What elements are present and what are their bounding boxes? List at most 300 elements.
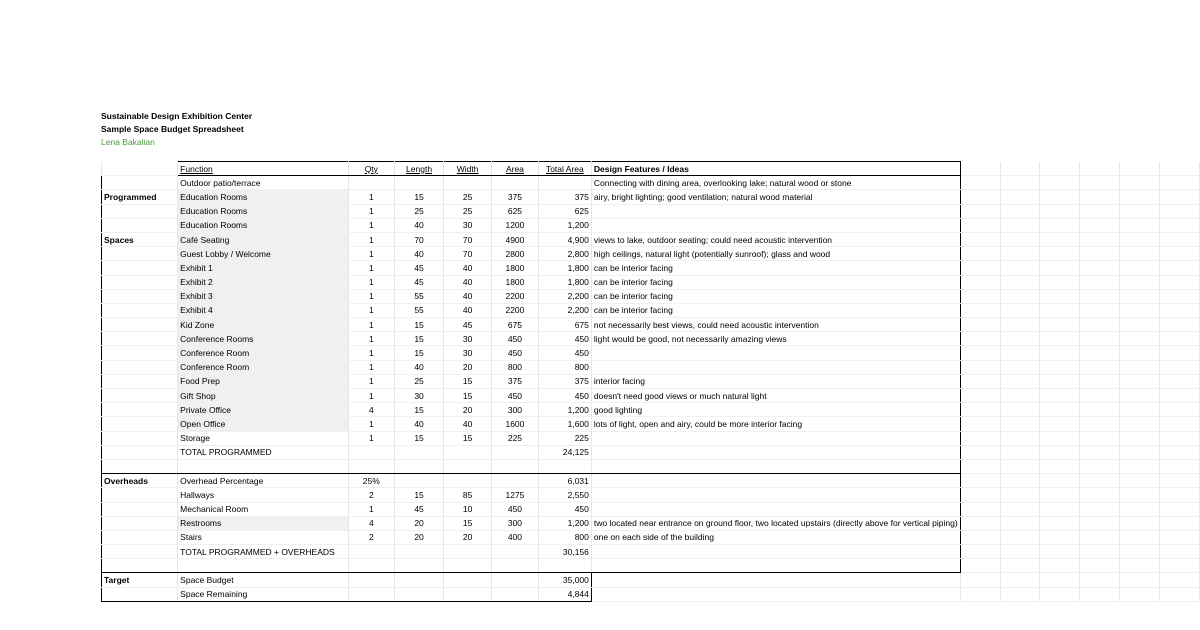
empty-cell[interactable] (960, 275, 1000, 289)
total-area-cell[interactable]: 2,200 (538, 303, 591, 317)
section-label-cell[interactable] (102, 332, 178, 346)
empty-cell[interactable] (960, 261, 1000, 275)
length-cell[interactable]: 55 (394, 303, 443, 317)
qty-cell[interactable]: 1 (348, 190, 394, 204)
width-cell[interactable]: 15 (444, 374, 492, 388)
empty-cell[interactable] (1000, 204, 1040, 218)
empty-cell[interactable] (1000, 346, 1040, 360)
section-label-cell[interactable] (102, 417, 178, 431)
function-cell[interactable]: Open Office (178, 417, 349, 431)
width-cell[interactable] (444, 445, 492, 459)
empty-cell[interactable] (1080, 530, 1120, 544)
empty-cell[interactable] (1120, 488, 1160, 502)
empty-cell[interactable] (1160, 204, 1200, 218)
empty-cell[interactable] (960, 516, 1000, 530)
empty-cell[interactable] (1080, 190, 1120, 204)
empty-cell[interactable] (492, 573, 539, 587)
empty-cell[interactable] (444, 459, 492, 473)
function-cell[interactable]: Private Office (178, 403, 349, 417)
total-area-cell[interactable]: 675 (538, 318, 591, 332)
width-cell[interactable]: 15 (444, 516, 492, 530)
qty-cell[interactable]: 1 (348, 417, 394, 431)
section-label-cell[interactable] (102, 431, 178, 445)
empty-cell[interactable] (1160, 403, 1200, 417)
empty-cell[interactable] (960, 204, 1000, 218)
empty-cell[interactable] (1000, 530, 1040, 544)
length-cell[interactable]: 25 (394, 374, 443, 388)
empty-cell[interactable] (394, 459, 443, 473)
qty-cell[interactable]: 1 (348, 332, 394, 346)
empty-cell[interactable] (348, 587, 394, 601)
area-cell[interactable]: 1800 (492, 275, 539, 289)
area-cell[interactable]: 450 (492, 389, 539, 403)
empty-cell[interactable] (1040, 162, 1080, 176)
empty-cell[interactable] (960, 417, 1000, 431)
section-label-cell[interactable] (102, 204, 178, 218)
design-notes-cell[interactable] (591, 474, 960, 488)
empty-cell[interactable] (1160, 303, 1200, 317)
function-cell[interactable]: Education Rooms (178, 204, 349, 218)
empty-cell[interactable] (960, 218, 1000, 232)
function-cell[interactable]: Overhead Percentage (178, 474, 349, 488)
design-notes-cell[interactable] (591, 204, 960, 218)
qty-cell[interactable] (348, 176, 394, 190)
function-cell[interactable]: Conference Room (178, 360, 349, 374)
total-area-cell[interactable]: 4,900 (538, 232, 591, 246)
empty-cell[interactable] (1080, 389, 1120, 403)
qty-cell[interactable] (348, 445, 394, 459)
empty-cell[interactable] (960, 360, 1000, 374)
design-notes-cell[interactable]: not necessarily best views, could need acoustic intervention (591, 318, 960, 332)
empty-cell[interactable] (1040, 459, 1080, 473)
empty-cell[interactable] (960, 176, 1000, 190)
section-label-cell[interactable] (102, 261, 178, 275)
design-notes-cell[interactable]: airy, bright lighting; good ventilation; natural wood material (591, 190, 960, 204)
empty-cell[interactable] (1000, 303, 1040, 317)
length-cell[interactable] (394, 474, 443, 488)
length-cell[interactable]: 45 (394, 275, 443, 289)
empty-cell[interactable] (1120, 502, 1160, 516)
empty-cell[interactable] (1160, 346, 1200, 360)
total-area-cell[interactable]: 800 (538, 530, 591, 544)
empty-cell[interactable] (1120, 445, 1160, 459)
empty-cell[interactable] (1160, 474, 1200, 488)
empty-cell[interactable] (960, 530, 1000, 544)
empty-cell[interactable] (1040, 417, 1080, 431)
col-length[interactable]: Length (394, 162, 443, 176)
qty-cell[interactable] (348, 545, 394, 559)
empty-cell[interactable] (1160, 445, 1200, 459)
area-cell[interactable]: 375 (492, 190, 539, 204)
empty-cell[interactable] (1080, 275, 1120, 289)
empty-cell[interactable] (960, 289, 1000, 303)
function-cell[interactable]: Kid Zone (178, 318, 349, 332)
empty-cell[interactable] (1160, 275, 1200, 289)
section-label-cell[interactable] (102, 275, 178, 289)
length-cell[interactable] (394, 176, 443, 190)
empty-cell[interactable] (1040, 318, 1080, 332)
empty-cell[interactable] (1040, 190, 1080, 204)
empty-cell[interactable] (1040, 176, 1080, 190)
col-function[interactable]: Function (178, 162, 349, 176)
area-cell[interactable]: 300 (492, 516, 539, 530)
area-cell[interactable]: 2200 (492, 289, 539, 303)
section-label-cell[interactable] (102, 303, 178, 317)
empty-cell[interactable] (348, 559, 394, 573)
empty-cell[interactable] (1040, 530, 1080, 544)
empty-cell[interactable] (1160, 417, 1200, 431)
qty-cell[interactable]: 1 (348, 431, 394, 445)
empty-cell[interactable] (960, 247, 1000, 261)
empty-cell[interactable] (1160, 289, 1200, 303)
width-cell[interactable]: 85 (444, 488, 492, 502)
empty-cell[interactable] (1000, 162, 1040, 176)
width-cell[interactable] (444, 545, 492, 559)
empty-cell[interactable] (1120, 176, 1160, 190)
empty-cell[interactable] (960, 374, 1000, 388)
empty-cell[interactable] (1160, 459, 1200, 473)
length-cell[interactable]: 40 (394, 218, 443, 232)
width-cell[interactable]: 25 (444, 204, 492, 218)
section-label-cell[interactable] (102, 162, 178, 176)
empty-cell[interactable] (960, 389, 1000, 403)
length-cell[interactable]: 15 (394, 318, 443, 332)
function-cell[interactable]: Storage (178, 431, 349, 445)
empty-cell[interactable] (960, 488, 1000, 502)
empty-cell[interactable] (1160, 261, 1200, 275)
empty-cell[interactable] (1040, 431, 1080, 445)
empty-cell[interactable] (1040, 502, 1080, 516)
area-cell[interactable] (492, 545, 539, 559)
total-area-cell[interactable]: 2,200 (538, 289, 591, 303)
empty-cell[interactable] (960, 162, 1000, 176)
empty-cell[interactable] (960, 587, 1000, 601)
empty-cell[interactable] (1000, 573, 1040, 587)
area-cell[interactable]: 1200 (492, 218, 539, 232)
empty-cell[interactable] (1000, 445, 1040, 459)
width-cell[interactable]: 40 (444, 289, 492, 303)
total-area-cell[interactable]: 450 (538, 346, 591, 360)
area-cell[interactable] (492, 176, 539, 190)
section-label-cell[interactable] (102, 530, 178, 544)
width-cell[interactable]: 70 (444, 247, 492, 261)
empty-cell[interactable] (178, 459, 349, 473)
empty-cell[interactable] (1040, 559, 1080, 573)
area-cell[interactable]: 625 (492, 204, 539, 218)
function-cell[interactable]: Education Rooms (178, 218, 349, 232)
section-label-cell[interactable] (102, 502, 178, 516)
width-cell[interactable]: 30 (444, 332, 492, 346)
section-label-cell[interactable] (102, 488, 178, 502)
empty-cell[interactable] (1160, 190, 1200, 204)
function-cell[interactable]: TOTAL PROGRAMMED + OVERHEADS (178, 545, 349, 559)
empty-cell[interactable] (444, 573, 492, 587)
empty-cell[interactable] (348, 459, 394, 473)
total-area-cell[interactable]: 450 (538, 389, 591, 403)
empty-cell[interactable] (1120, 204, 1160, 218)
empty-cell[interactable] (960, 573, 1000, 587)
total-area-cell[interactable]: 2,800 (538, 247, 591, 261)
empty-cell[interactable] (960, 318, 1000, 332)
function-cell[interactable]: Hallways (178, 488, 349, 502)
area-cell[interactable]: 4900 (492, 232, 539, 246)
total-area-cell[interactable] (538, 176, 591, 190)
qty-cell[interactable]: 2 (348, 488, 394, 502)
design-notes-cell[interactable]: lots of light, open and airy, could be more interior facing (591, 417, 960, 431)
area-cell[interactable]: 450 (492, 332, 539, 346)
empty-cell[interactable] (960, 445, 1000, 459)
design-notes-cell[interactable]: good lighting (591, 403, 960, 417)
design-notes-cell[interactable] (591, 360, 960, 374)
empty-cell[interactable] (492, 459, 539, 473)
length-cell[interactable]: 15 (394, 332, 443, 346)
empty-cell[interactable] (1000, 232, 1040, 246)
empty-cell[interactable] (1160, 332, 1200, 346)
empty-cell[interactable] (1160, 502, 1200, 516)
total-area-cell[interactable]: 800 (538, 360, 591, 374)
empty-cell[interactable] (960, 332, 1000, 346)
empty-cell[interactable] (492, 559, 539, 573)
qty-cell[interactable]: 25% (348, 474, 394, 488)
length-cell[interactable]: 15 (394, 488, 443, 502)
width-cell[interactable]: 20 (444, 403, 492, 417)
empty-cell[interactable] (1080, 374, 1120, 388)
total-area-cell[interactable]: 30,156 (538, 545, 591, 559)
length-cell[interactable]: 45 (394, 261, 443, 275)
total-area-cell[interactable]: 375 (538, 374, 591, 388)
design-notes-cell[interactable] (591, 502, 960, 516)
length-cell[interactable]: 15 (394, 431, 443, 445)
empty-cell[interactable] (1160, 318, 1200, 332)
empty-cell[interactable] (1120, 559, 1160, 573)
empty-cell[interactable] (1120, 162, 1160, 176)
empty-cell[interactable] (1160, 573, 1200, 587)
design-notes-cell[interactable]: can be interior facing (591, 289, 960, 303)
width-cell[interactable]: 20 (444, 530, 492, 544)
area-cell[interactable] (492, 445, 539, 459)
section-label-cell[interactable] (102, 318, 178, 332)
function-cell[interactable]: Outdoor patio/terrace (178, 176, 349, 190)
design-notes-cell[interactable]: light would be good, not necessarily amazing views (591, 332, 960, 346)
total-area-cell[interactable]: 450 (538, 502, 591, 516)
empty-cell[interactable] (538, 559, 591, 573)
total-area-cell[interactable]: 1,600 (538, 417, 591, 431)
empty-cell[interactable] (1080, 218, 1120, 232)
section-label-cell[interactable] (102, 218, 178, 232)
length-cell[interactable]: 40 (394, 247, 443, 261)
total-area-cell[interactable]: 1,800 (538, 275, 591, 289)
width-cell[interactable] (444, 176, 492, 190)
empty-cell[interactable] (1080, 247, 1120, 261)
total-area-cell[interactable]: 1,200 (538, 403, 591, 417)
empty-cell[interactable] (1000, 459, 1040, 473)
total-area-cell[interactable]: 4,844 (538, 587, 591, 601)
empty-cell[interactable] (1120, 332, 1160, 346)
empty-cell[interactable] (1000, 417, 1040, 431)
design-notes-cell[interactable] (591, 431, 960, 445)
empty-cell[interactable] (1000, 360, 1040, 374)
empty-cell[interactable] (444, 559, 492, 573)
empty-cell[interactable] (1120, 360, 1160, 374)
empty-cell[interactable] (1040, 275, 1080, 289)
empty-cell[interactable] (1120, 318, 1160, 332)
empty-cell[interactable] (1120, 587, 1160, 601)
empty-cell[interactable] (1120, 417, 1160, 431)
empty-cell[interactable] (960, 545, 1000, 559)
empty-cell[interactable] (1160, 247, 1200, 261)
empty-cell[interactable] (1120, 474, 1160, 488)
empty-cell[interactable] (1000, 587, 1040, 601)
empty-cell[interactable] (538, 459, 591, 473)
section-label-cell[interactable] (102, 176, 178, 190)
area-cell[interactable]: 450 (492, 346, 539, 360)
function-cell[interactable]: Guest Lobby / Welcome (178, 247, 349, 261)
area-cell[interactable]: 1275 (492, 488, 539, 502)
col-total-area[interactable]: Total Area (538, 162, 591, 176)
empty-cell[interactable] (1160, 374, 1200, 388)
empty-cell[interactable] (1160, 389, 1200, 403)
empty-cell[interactable] (1080, 346, 1120, 360)
width-cell[interactable]: 70 (444, 232, 492, 246)
width-cell[interactable]: 30 (444, 218, 492, 232)
empty-cell[interactable] (1080, 261, 1120, 275)
col-area[interactable]: Area (492, 162, 539, 176)
empty-cell[interactable] (1160, 530, 1200, 544)
empty-cell[interactable] (1040, 232, 1080, 246)
empty-cell[interactable] (960, 232, 1000, 246)
qty-cell[interactable]: 1 (348, 502, 394, 516)
col-width[interactable]: Width (444, 162, 492, 176)
area-cell[interactable]: 2800 (492, 247, 539, 261)
function-cell[interactable]: Space Budget (178, 573, 349, 587)
empty-cell[interactable] (1120, 190, 1160, 204)
empty-cell[interactable] (1080, 289, 1120, 303)
empty-cell[interactable] (1040, 474, 1080, 488)
empty-cell[interactable] (1040, 247, 1080, 261)
length-cell[interactable]: 15 (394, 190, 443, 204)
empty-cell[interactable] (1080, 573, 1120, 587)
section-label-cell[interactable] (102, 374, 178, 388)
width-cell[interactable]: 20 (444, 360, 492, 374)
empty-cell[interactable] (960, 502, 1000, 516)
area-cell[interactable]: 800 (492, 360, 539, 374)
section-label-cell[interactable] (102, 559, 178, 573)
empty-cell[interactable] (1040, 516, 1080, 530)
design-notes-cell[interactable]: views to lake, outdoor seating; could need acoustic intervention (591, 232, 960, 246)
empty-cell[interactable] (1080, 459, 1120, 473)
empty-cell[interactable] (1040, 303, 1080, 317)
empty-cell[interactable] (1000, 374, 1040, 388)
qty-cell[interactable]: 1 (348, 374, 394, 388)
empty-cell[interactable] (1040, 261, 1080, 275)
empty-cell[interactable] (591, 573, 960, 587)
qty-cell[interactable]: 2 (348, 530, 394, 544)
empty-cell[interactable] (1040, 218, 1080, 232)
empty-cell[interactable] (1120, 232, 1160, 246)
qty-cell[interactable]: 1 (348, 261, 394, 275)
empty-cell[interactable] (1120, 545, 1160, 559)
empty-cell[interactable] (444, 587, 492, 601)
width-cell[interactable]: 15 (444, 389, 492, 403)
length-cell[interactable]: 15 (394, 346, 443, 360)
empty-cell[interactable] (1080, 502, 1120, 516)
total-area-cell[interactable]: 225 (538, 431, 591, 445)
design-notes-cell[interactable]: high ceilings, natural light (potentially sunroof); glass and wood (591, 247, 960, 261)
empty-cell[interactable] (1080, 232, 1120, 246)
section-label-cell[interactable]: Target (102, 573, 178, 587)
empty-cell[interactable] (1080, 303, 1120, 317)
section-label-cell[interactable] (102, 516, 178, 530)
section-label-cell[interactable]: Spaces (102, 232, 178, 246)
empty-cell[interactable] (1080, 431, 1120, 445)
empty-cell[interactable] (1160, 360, 1200, 374)
length-cell[interactable]: 20 (394, 530, 443, 544)
empty-cell[interactable] (1080, 559, 1120, 573)
empty-cell[interactable] (1040, 346, 1080, 360)
empty-cell[interactable] (394, 587, 443, 601)
empty-cell[interactable] (1040, 204, 1080, 218)
col-design-features[interactable]: Design Features / Ideas (591, 162, 960, 176)
empty-cell[interactable] (1000, 332, 1040, 346)
empty-cell[interactable] (1040, 360, 1080, 374)
empty-cell[interactable] (178, 559, 349, 573)
section-label-cell[interactable] (102, 360, 178, 374)
design-notes-cell[interactable]: Connecting with dining area, overlooking lake; natural wood or stone (591, 176, 960, 190)
design-notes-cell[interactable]: two located near entrance on ground floor, two located upstairs (directly above for vertical piping) (591, 516, 960, 530)
empty-cell[interactable] (591, 559, 960, 573)
area-cell[interactable]: 675 (492, 318, 539, 332)
empty-cell[interactable] (1080, 162, 1120, 176)
section-label-cell[interactable] (102, 459, 178, 473)
empty-cell[interactable] (1120, 530, 1160, 544)
design-notes-cell[interactable]: can be interior facing (591, 261, 960, 275)
empty-cell[interactable] (1120, 218, 1160, 232)
empty-cell[interactable] (1120, 261, 1160, 275)
qty-cell[interactable]: 1 (348, 275, 394, 289)
empty-cell[interactable] (1080, 332, 1120, 346)
length-cell[interactable]: 30 (394, 389, 443, 403)
empty-cell[interactable] (1080, 360, 1120, 374)
empty-cell[interactable] (1080, 545, 1120, 559)
empty-cell[interactable] (1000, 218, 1040, 232)
empty-cell[interactable] (1160, 516, 1200, 530)
function-cell[interactable]: Food Prep (178, 374, 349, 388)
section-label-cell[interactable] (102, 403, 178, 417)
total-area-cell[interactable]: 6,031 (538, 474, 591, 488)
width-cell[interactable]: 40 (444, 275, 492, 289)
function-cell[interactable]: Stairs (178, 530, 349, 544)
empty-cell[interactable] (960, 474, 1000, 488)
empty-cell[interactable] (1000, 403, 1040, 417)
empty-cell[interactable] (591, 459, 960, 473)
function-cell[interactable]: Space Remaining (178, 587, 349, 601)
length-cell[interactable]: 70 (394, 232, 443, 246)
empty-cell[interactable] (960, 431, 1000, 445)
area-cell[interactable]: 300 (492, 403, 539, 417)
empty-cell[interactable] (1040, 389, 1080, 403)
qty-cell[interactable]: 1 (348, 232, 394, 246)
function-cell[interactable]: Exhibit 2 (178, 275, 349, 289)
section-label-cell[interactable] (102, 289, 178, 303)
empty-cell[interactable] (1120, 275, 1160, 289)
area-cell[interactable]: 225 (492, 431, 539, 445)
length-cell[interactable]: 40 (394, 417, 443, 431)
empty-cell[interactable] (1080, 488, 1120, 502)
function-cell[interactable]: Exhibit 1 (178, 261, 349, 275)
section-label-cell[interactable] (102, 346, 178, 360)
function-cell[interactable]: Conference Rooms (178, 332, 349, 346)
design-notes-cell[interactable] (591, 545, 960, 559)
